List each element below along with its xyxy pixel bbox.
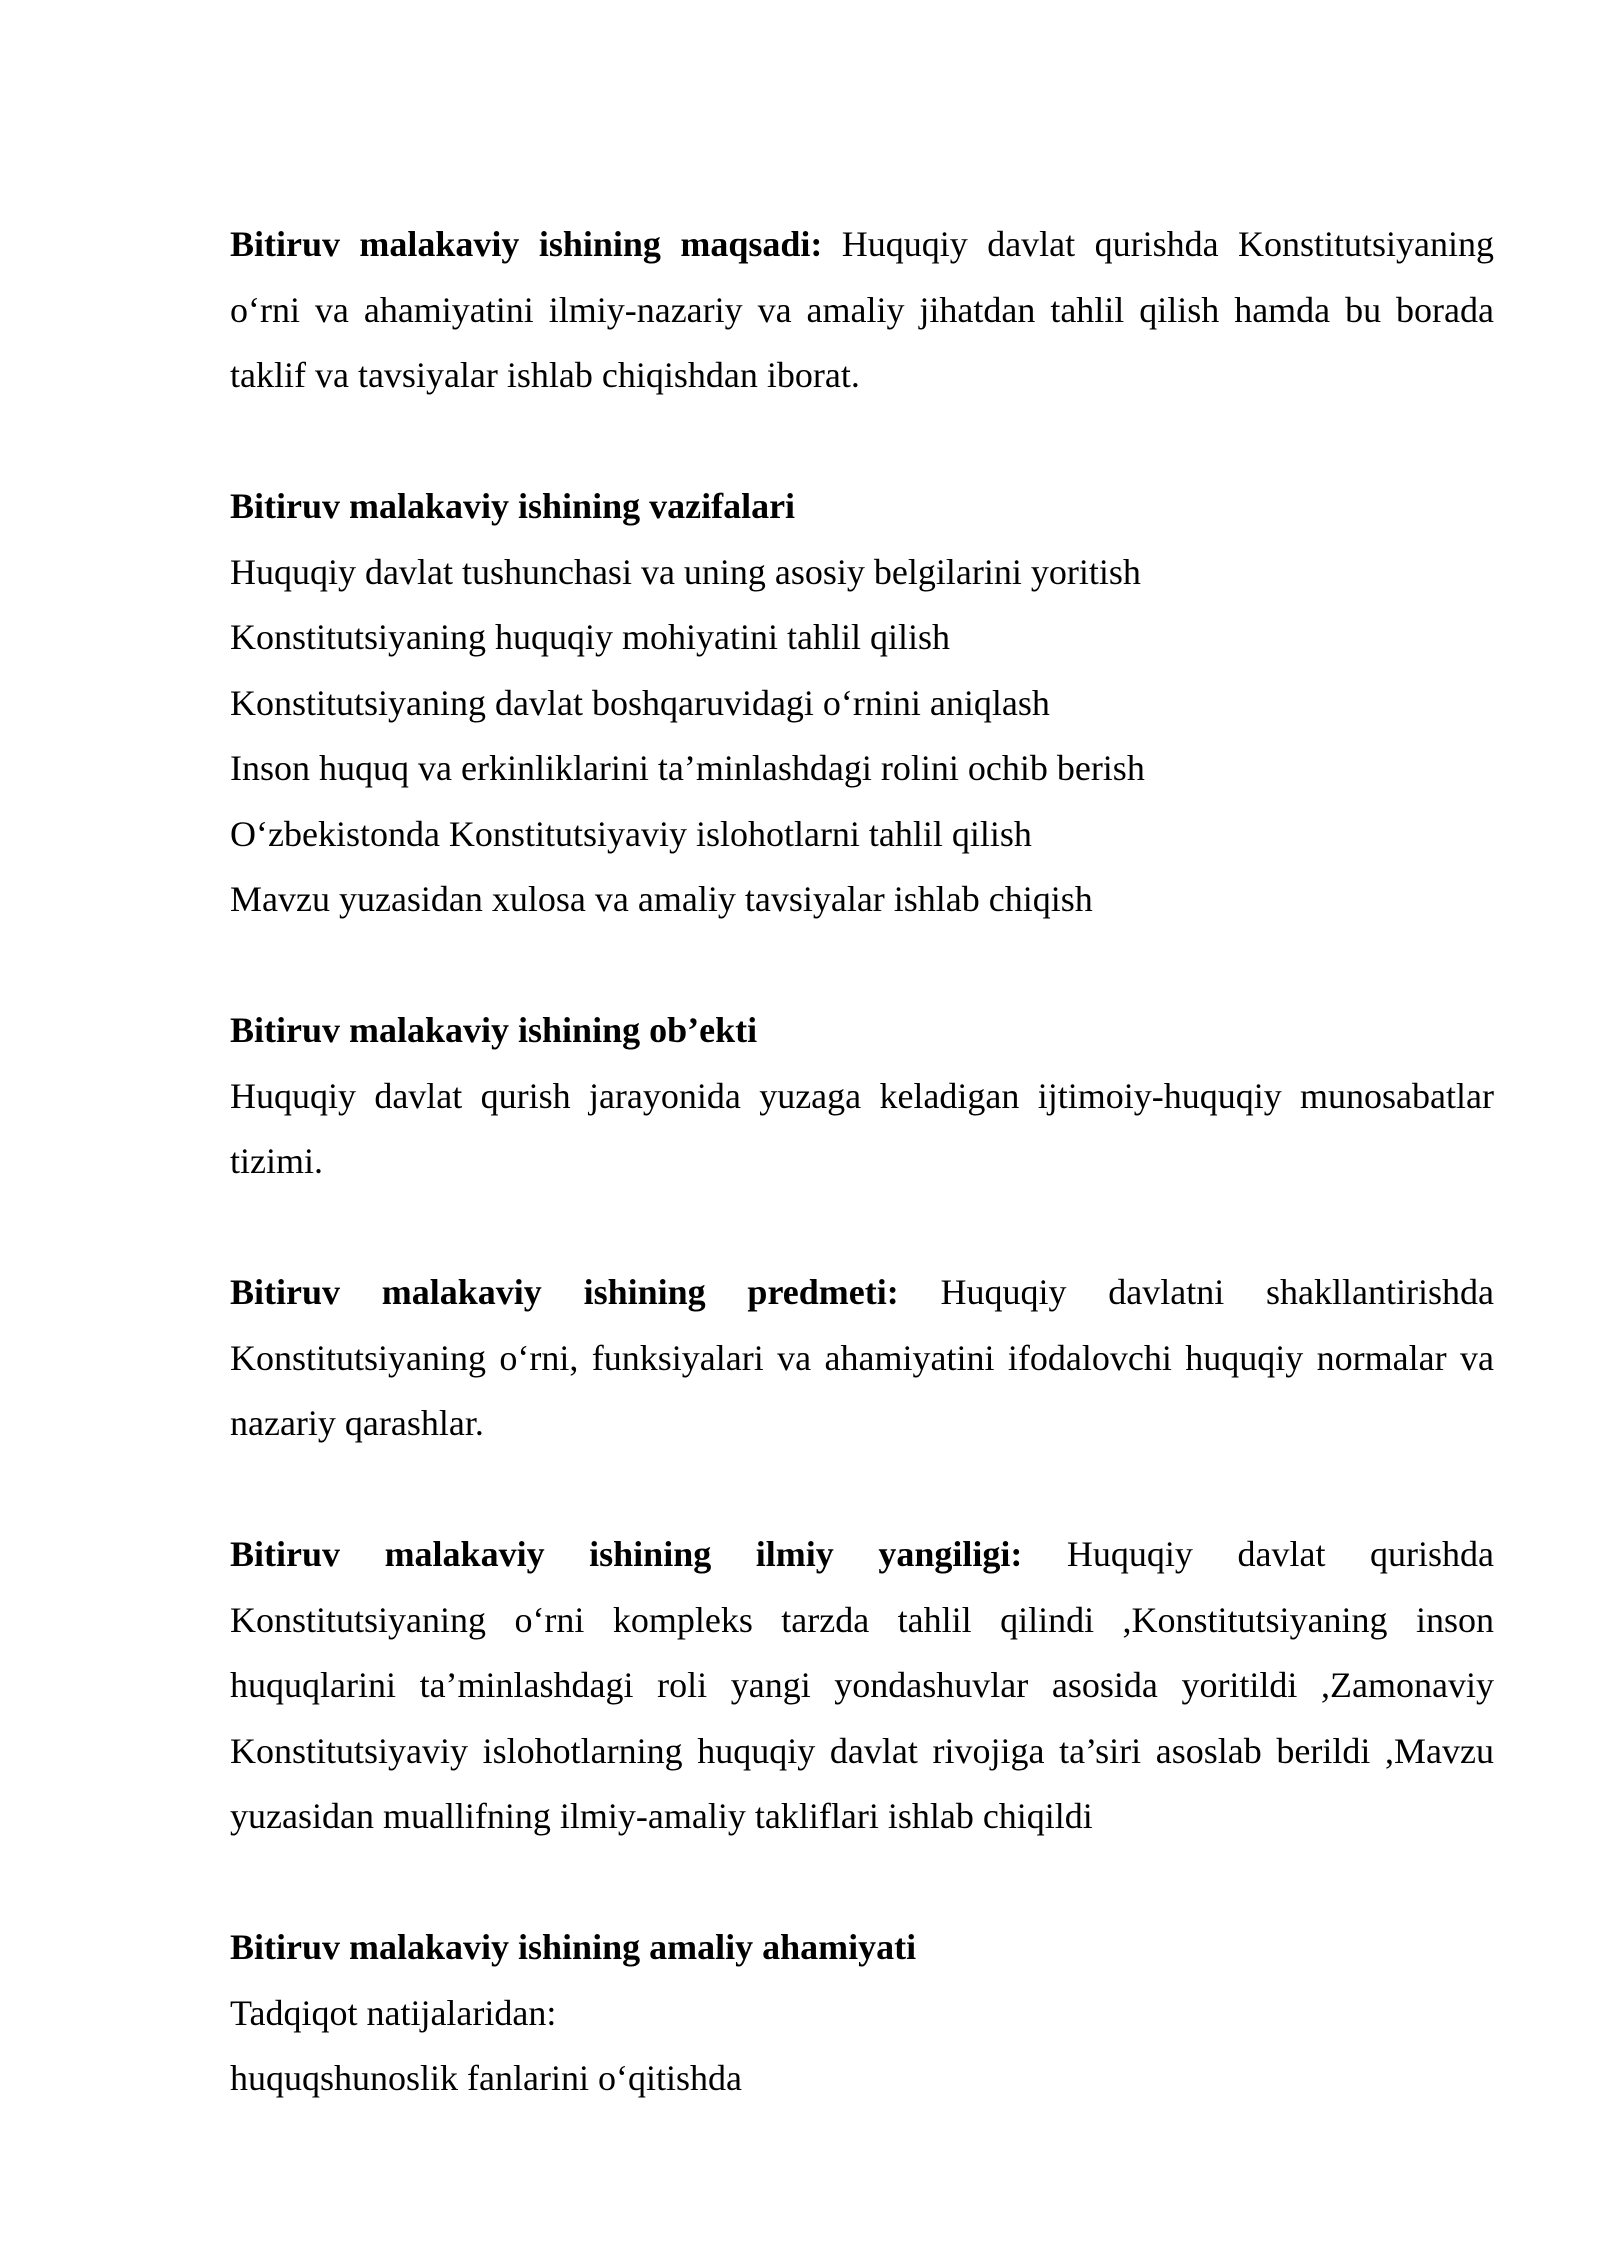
predmet-text: Huquqiy davlatni shakllantirishda Konstitutsiyaning o‘rni, funksiyalari va ahamiyatini ifodalovchi huquqiy normalar va nazariy qarashlar. <box>230 1272 1494 1443</box>
predmet-paragraph <box>230 1260 1494 1457</box>
predmet-lead: Bitiruv malakaviy ishining predmeti: <box>230 1272 899 1312</box>
yangilik-text: Huquqiy davlat qurishda Konstitutsiyaning o‘rni kompleks tarzda tahlil qilindi ,Konstitutsiyaning inson huquqlarini ta’minlashdagi roli yangi yondashuvlar asosida yoritildi ,Zamonaviy Konstitutsiyaviy islohotlarning huquqiy davlat rivojiga ta’siri asoslab berildi ,Mavzu yuzasidan muallifning ilmiy-amaliy takliflari ishlab chiqildi <box>230 1534 1494 1836</box>
section-maqsad <box>230 212 1494 409</box>
maqsad-lead: Bitiruv malakaviy ishining maqsadi: <box>230 224 823 264</box>
vazifalar-item: Inson huquq va erkinliklarini ta’minlashdagi rolini ochib berish <box>230 748 1145 788</box>
vazifalar-item: Konstitutsiyaning davlat boshqaruvidagi o‘rnini aniqlash <box>230 682 1050 723</box>
amaliy-item: huquqshunoslik fanlarini o‘qitishda <box>230 2058 742 2098</box>
amaliy-item: Tadqiqot natijalaridan: <box>230 1992 557 2033</box>
obekt-heading: Bitiruv malakaviy ishining ob’ekti <box>230 1010 758 1050</box>
vazifalar-heading: Bitiruv malakaviy ishining vazifalari <box>230 486 796 526</box>
yangilik-paragraph <box>230 1522 1494 1850</box>
maqsad-text: Huquqiy davlat qurishda Konstitutsiyaning o‘rni va ahamiyatini ilmiy-nazariy va amaliy jihatdan tahlil qilish hamda bu borada taklif va tavsiyalar ishlab chiqishdan iborat. <box>230 224 1494 395</box>
vazifalar-item: Konstitutsiyaning huquqiy mohiyatini tahlil qilish <box>230 617 950 657</box>
obekt-text: Huquqiy davlat qurish jarayonida yuzaga keladigan ijtimoiy-huquqiy munosabatlar tizimi. <box>230 1075 1494 1181</box>
section-amaliy <box>230 1915 1494 2112</box>
section-obekt <box>230 998 1494 1195</box>
document-page <box>230 212 1494 2177</box>
vazifalar-item: Huquqiy davlat tushunchasi va uning asosiy belgilarini yoritish <box>230 551 1141 592</box>
section-predmet <box>230 1260 1494 1457</box>
section-vazifalar <box>230 474 1494 933</box>
section-yangilik <box>230 1522 1494 1850</box>
amaliy-heading: Bitiruv malakaviy ishining amaliy ahamiyati <box>230 1927 917 1967</box>
yangilik-lead: Bitiruv malakaviy ishining ilmiy yangiligi: <box>230 1534 1023 1574</box>
vazifalar-item: Mavzu yuzasidan xulosa va amaliy tavsiyalar ishlab chiqish <box>230 879 1093 919</box>
vazifalar-item: O‘zbekistonda Konstitutsiyaviy islohotlarni tahlil qilish <box>230 813 1032 854</box>
maqsad-paragraph <box>230 212 1494 409</box>
